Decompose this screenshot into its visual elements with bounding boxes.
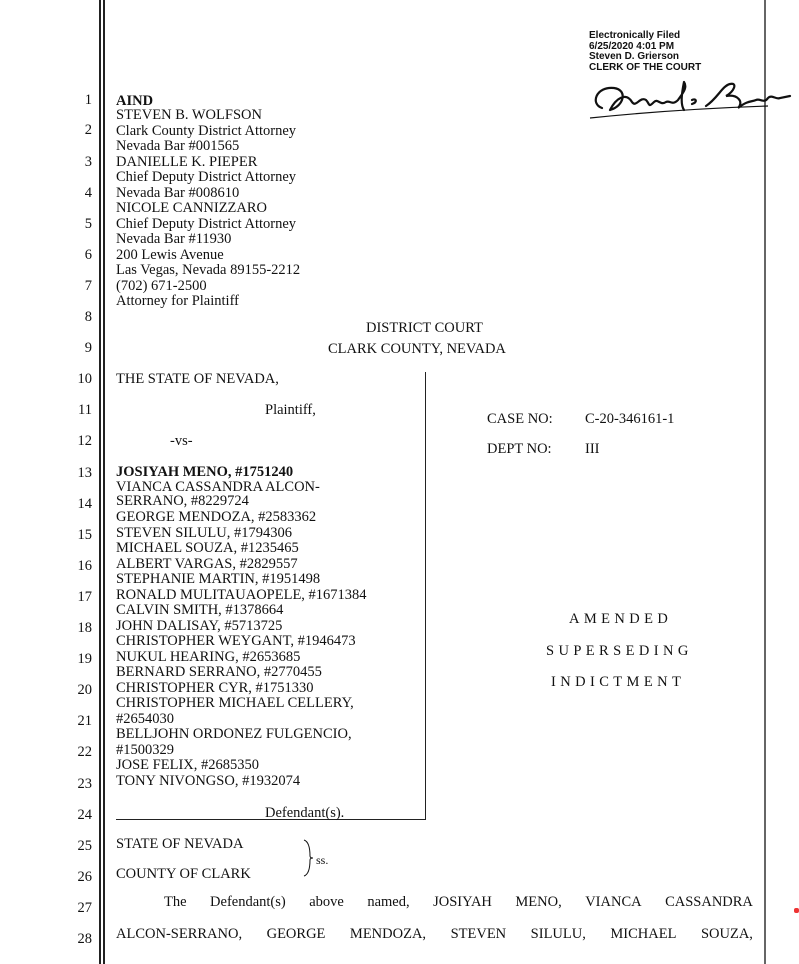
line-number: 18 — [77, 620, 92, 636]
defendant-line: CHRISTOPHER MICHAEL CELLERY, — [116, 695, 354, 711]
line-number: 5 — [84, 216, 92, 232]
attorney-line: Chief Deputy District Attorney — [116, 216, 297, 232]
plaintiff-label: Plaintiff, — [265, 402, 316, 418]
defendant-label: Defendant(s). — [265, 805, 345, 821]
defendant-line: CALVIN SMITH, #1378664 — [116, 602, 284, 618]
case-number-label: CASE NO: — [487, 411, 553, 427]
line-number: 10 — [77, 371, 92, 387]
body-word: Defendant(s) — [210, 894, 286, 910]
attorney-line: DANIELLE K. PIEPER — [116, 154, 258, 170]
defendant-line: ALBERT VARGAS, #2829557 — [116, 556, 298, 572]
line-number: 22 — [77, 744, 92, 760]
versus-label: -vs- — [170, 433, 193, 449]
body-word: MENO, — [515, 894, 562, 910]
attorney-line: Chief Deputy District Attorney — [116, 169, 297, 185]
line-number: 27 — [77, 900, 92, 916]
attorney-line: Attorney for Plaintiff — [116, 293, 239, 309]
defendant-line: NUKUL HEARING, #2653685 — [116, 649, 301, 665]
pleading-left-rule — [99, 0, 101, 964]
body-word: GEORGE — [266, 926, 326, 942]
body-word: CASSANDRA — [665, 894, 753, 910]
venue-county: COUNTY OF CLARK — [116, 866, 251, 882]
body-word: SILULU, — [530, 926, 586, 942]
title-amended: AMENDED — [569, 611, 673, 627]
defendant-line: RONALD MULITAUAOPELE, #1671384 — [116, 587, 367, 603]
stamp-line-2: 6/25/2020 4:01 PM — [589, 40, 675, 52]
defendant-line: CHRISTOPHER WEYGANT, #1946473 — [116, 633, 356, 649]
line-number: 28 — [77, 931, 92, 947]
body-word: SOUZA, — [700, 926, 753, 942]
defendant-line: JOSE FELIX, #2685350 — [116, 757, 259, 773]
body-word: MICHAEL — [610, 926, 677, 942]
clerk-signature — [588, 78, 792, 122]
line-number: 2 — [84, 122, 92, 138]
line-number: 3 — [84, 154, 92, 170]
line-number: 4 — [84, 185, 92, 201]
venue-state: STATE OF NEVADA — [116, 836, 244, 852]
line-number: 14 — [77, 496, 92, 512]
line-number: 16 — [77, 558, 92, 574]
title-indictment: INDICTMENT — [551, 674, 686, 690]
stamp-line-4: CLERK OF THE COURT — [589, 61, 702, 73]
body-word: STEVEN — [450, 926, 507, 942]
line-number: 19 — [77, 651, 92, 667]
line-number: 12 — [77, 433, 92, 449]
attorney-line: Clark County District Attorney — [116, 123, 297, 139]
defendant-line: SERRANO, #8229724 — [116, 493, 249, 509]
defendant-line: MICHAEL SOUZA, #1235465 — [116, 540, 299, 556]
line-number: 23 — [77, 776, 92, 792]
line-number: 20 — [77, 682, 92, 698]
pleading-left-rule-inner — [103, 0, 105, 964]
line-number: 6 — [84, 247, 92, 263]
line-number: 7 — [84, 278, 92, 294]
body-word: JOSIYAH — [433, 894, 492, 910]
line-number: 26 — [77, 869, 92, 885]
defendant-line: STEVEN SILULU, #1794306 — [116, 525, 293, 541]
pleading-right-rule — [764, 0, 766, 964]
dept-number: III — [585, 441, 600, 457]
attorney-line: 200 Lewis Avenue — [116, 247, 224, 263]
caption-divider — [425, 372, 426, 819]
plaintiff-name: THE STATE OF NEVADA, — [116, 371, 279, 387]
stamp-line-3: Steven D. Grierson — [589, 51, 680, 62]
document-code: AIND — [116, 93, 154, 109]
line-number: 24 — [77, 807, 92, 823]
line-number: 11 — [78, 402, 92, 418]
defendant-line: GEORGE MENDOZA, #2583362 — [116, 509, 317, 525]
attorney-line: Nevada Bar #11930 — [116, 231, 232, 247]
attorney-line: (702) 671-2500 — [116, 278, 207, 294]
body-word: ALCON-SERRANO, — [116, 926, 243, 942]
attorney-line: STEVEN B. WOLFSON — [116, 107, 262, 123]
body-word: above — [309, 894, 344, 910]
body-word: VIANCA — [585, 894, 642, 910]
stamp-line-1: Electronically Filed — [589, 30, 681, 41]
filing-stamp — [589, 31, 701, 73]
line-number: 9 — [84, 340, 92, 356]
defendant-line: BERNARD SERRANO, #2770455 — [116, 664, 322, 680]
body-word: MENDOZA, — [349, 926, 427, 942]
lead-defendant: JOSIYAH MENO, #1751240 — [116, 464, 294, 480]
attorney-line: Las Vegas, Nevada 89155-2212 — [116, 262, 301, 278]
line-number: 25 — [77, 838, 92, 854]
defendant-line: BELLJOHN ORDONEZ FULGENCIO, — [116, 726, 352, 742]
line-number: 13 — [77, 465, 92, 481]
defendant-line: VIANCA CASSANDRA ALCON- — [116, 479, 320, 495]
line-number: 21 — [77, 713, 92, 729]
defendant-line: #2654030 — [116, 711, 174, 727]
dept-number-label: DEPT NO: — [487, 441, 552, 457]
defendant-line: TONY NIVONGSO, #1932074 — [116, 773, 301, 789]
attorney-line: Nevada Bar #001565 — [116, 138, 240, 154]
defendant-line: JOHN DALISAY, #5713725 — [116, 618, 283, 634]
title-superseding: SUPERSEDING — [546, 643, 693, 659]
line-number: 17 — [77, 589, 92, 605]
defendant-line: #1500329 — [116, 742, 174, 758]
defendant-line: STEPHANIE MARTIN, #1951498 — [116, 571, 321, 587]
line-number: 15 — [77, 527, 92, 543]
body-line-28 — [116, 926, 753, 942]
margin-mark — [794, 908, 799, 913]
case-number: C-20-346161-1 — [585, 411, 675, 427]
body-word: The — [164, 894, 187, 910]
court-county: CLARK COUNTY, NEVADA — [328, 341, 506, 357]
venue-brace — [302, 838, 314, 878]
defendant-line: CHRISTOPHER CYR, #1751330 — [116, 680, 314, 696]
attorney-line: NICOLE CANNIZZARO — [116, 200, 268, 216]
court-name: DISTRICT COURT — [366, 320, 483, 336]
body-word: named, — [367, 894, 410, 910]
body-line-27 — [164, 894, 753, 910]
line-number: 8 — [84, 309, 92, 325]
venue-ss: ss. — [316, 853, 329, 867]
attorney-line: Nevada Bar #008610 — [116, 185, 240, 201]
line-number: 1 — [84, 92, 92, 108]
